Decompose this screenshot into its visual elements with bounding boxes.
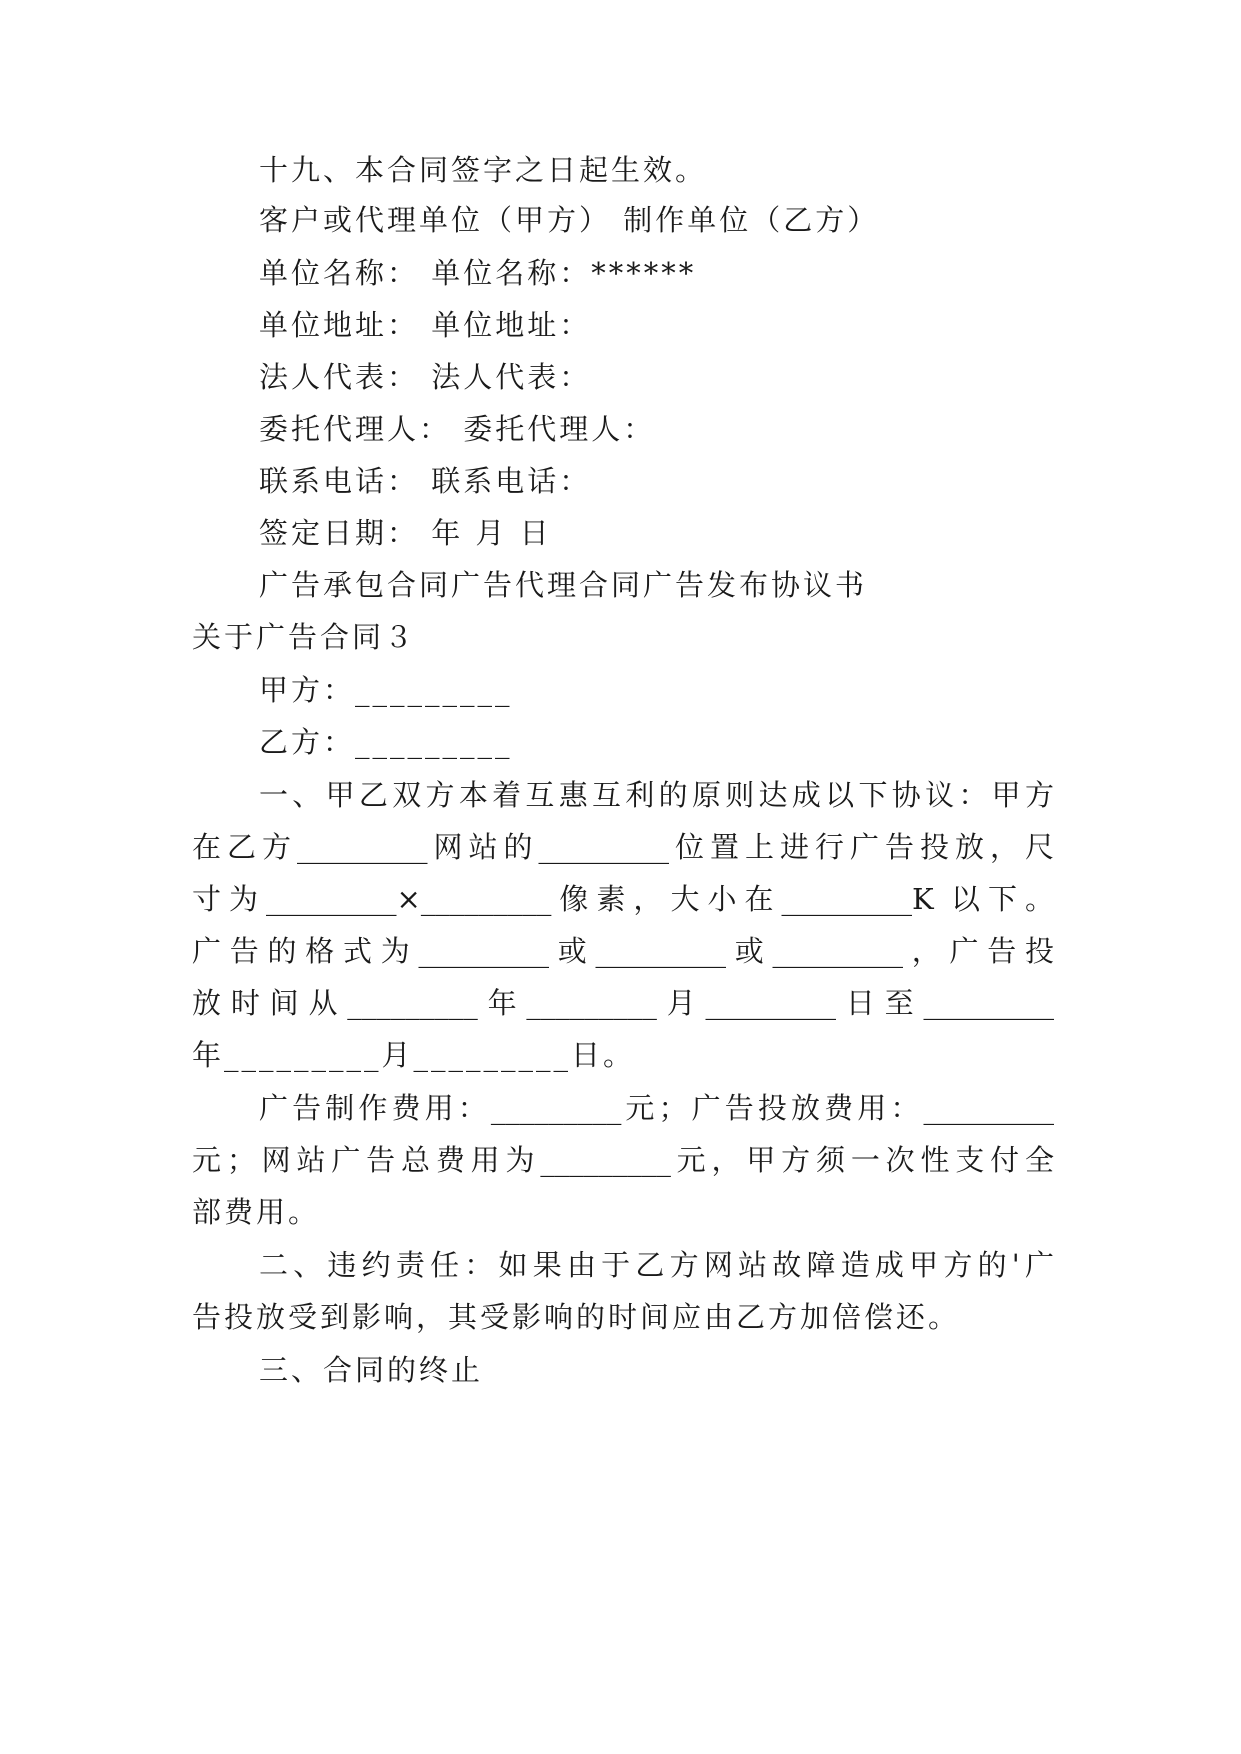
clause-2-line-2: 告投放受到影响，其受影响的时间应由乙方加倍偿还。 bbox=[192, 1300, 961, 1334]
clause-1-line-4: 广告的格式为_________或_________或_________，广告投 bbox=[192, 934, 1054, 968]
party-a-row: 甲方：_________ bbox=[259, 673, 513, 707]
clause-1-line-1: 一、甲乙双方本着互惠互利的原则达成以下协议：甲方 bbox=[259, 778, 1054, 812]
phone-row: 联系电话： 联系电话： bbox=[259, 464, 592, 498]
agent-row: 委托代理人： 委托代理人： bbox=[259, 412, 656, 446]
clause-1-line-3: 寸为_________×_________像素，大小在_________K 以下。 bbox=[192, 882, 1054, 916]
fee-line-2: 元；网站广告总费用为_________元，甲方须一次性支付全 bbox=[192, 1143, 1054, 1177]
unit-address-row: 单位地址： 单位地址： bbox=[259, 308, 592, 342]
clause-1-line-5: 放时间从_________年_________月_________日至_________ bbox=[192, 986, 1054, 1020]
sign-date-row: 签定日期： 年 月 日 bbox=[259, 516, 552, 550]
related-titles: 广告承包合同广告代理合同广告发布协议书 bbox=[259, 568, 868, 602]
clause-19: 十九、本合同签字之日起生效。 bbox=[259, 153, 708, 187]
legal-rep-row: 法人代表： 法人代表： bbox=[259, 360, 592, 394]
unit-name-row: 单位名称： 单位名称：****** bbox=[259, 256, 697, 290]
clause-1-line-6: 年_________月_________日。 bbox=[192, 1038, 636, 1072]
fee-line-3: 部费用。 bbox=[192, 1195, 321, 1229]
party-b-row: 乙方：_________ bbox=[259, 725, 513, 759]
clause-3-heading: 三、合同的终止 bbox=[259, 1353, 484, 1387]
fee-line-1: 广告制作费用：_________元；广告投放费用：_________ bbox=[259, 1091, 1054, 1125]
clause-2-line-1: 二、违约责任：如果由于乙方网站故障造成甲方的'广 bbox=[259, 1248, 1054, 1282]
party-header: 客户或代理单位（甲方） 制作单位（乙方） bbox=[259, 203, 880, 237]
section-title: 关于广告合同３ bbox=[192, 620, 417, 654]
clause-1-line-2: 在乙方_________网站的_________位置上进行广告投放，尺 bbox=[192, 830, 1054, 864]
